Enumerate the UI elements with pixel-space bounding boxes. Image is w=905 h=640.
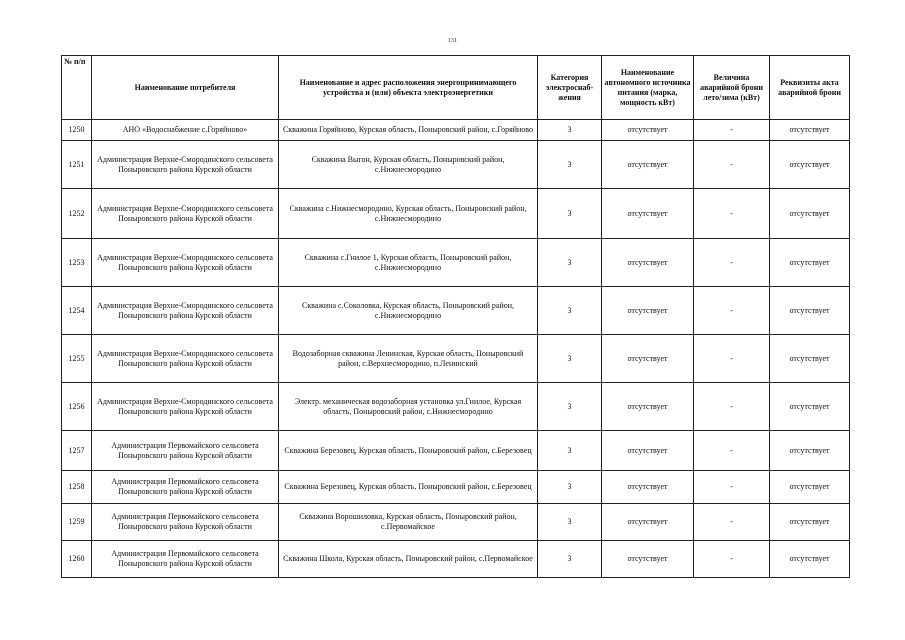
header-reserve: Величина аварийной брони лето/зима (кВт) (694, 56, 770, 120)
cell-category: 3 (538, 431, 602, 471)
cell-requisites: отсутствует (770, 120, 850, 141)
header-address: Наименование и адрес расположения энергопринимающего устройства и (или) объекта электроэнергетики (279, 56, 538, 120)
cell-consumer: Администрация Первомайского сельсовета Поныровского района Курской области (92, 541, 279, 578)
cell-source: отсутствует (602, 189, 694, 239)
cell-requisites: отсутствует (770, 541, 850, 578)
cell-requisites: отсутствует (770, 141, 850, 189)
cell-consumer: Администрация Первомайского сельсовета Поныровского района Курской области (92, 431, 279, 471)
cell-category: 3 (538, 189, 602, 239)
cell-address: Скважина Горяйново, Курская область, Поныровский район, с.Горяйново (279, 120, 538, 141)
cell-reserve: - (694, 431, 770, 471)
header-consumer: Наименование потребителя (92, 56, 279, 120)
table-row (62, 541, 850, 578)
table-row (62, 287, 850, 335)
cell-category: 3 (538, 504, 602, 541)
header-requisites: Реквизиты акта аварийной брони (770, 56, 850, 120)
cell-category: 3 (538, 541, 602, 578)
page-number: 131 (447, 38, 458, 44)
cell-reserve: - (694, 383, 770, 431)
cell-category: 3 (538, 120, 602, 141)
cell-category: 3 (538, 239, 602, 287)
cell-address: Скважина с.Гнилое 1, Курская область, Поныровский район, с.Нижнесмородино (279, 239, 538, 287)
table-row (62, 120, 850, 141)
cell-reserve: - (694, 189, 770, 239)
cell-consumer: АНО «Водоснабжение с.Горяйново» (92, 120, 279, 141)
table-row (62, 431, 850, 471)
cell-consumer: Администрация Верхне-Смородинского сельсовета Поныровского района Курской области (92, 383, 279, 431)
cell-consumer: Администрация Верхне-Смородинского сельсовета Поныровского района Курской области (92, 239, 279, 287)
cell-requisites: отсутствует (770, 189, 850, 239)
cell-requisites: отсутствует (770, 431, 850, 471)
cell-num: 1253 (62, 239, 92, 287)
cell-consumer: Администрация Верхне-Смородинского сельсовета Поныровского района Курской области (92, 335, 279, 383)
cell-address: Скважина Березовец, Курская область, Поныровский район, с.Березовец (279, 471, 538, 504)
cell-source: отсутствует (602, 287, 694, 335)
cell-requisites: отсутствует (770, 287, 850, 335)
cell-address: Скважина Ворошиловка, Курская область, Поныровский район, с.Первомайское (279, 504, 538, 541)
cell-address: Скважина Выгон, Курская область, Поныровский район, с.Нижнесмородино (279, 141, 538, 189)
cell-num: 1252 (62, 189, 92, 239)
cell-num: 1254 (62, 287, 92, 335)
table-row (62, 383, 850, 431)
cell-category: 3 (538, 335, 602, 383)
table-row (62, 239, 850, 287)
table-row (62, 335, 850, 383)
cell-source: отсутствует (602, 504, 694, 541)
cell-consumer: Администрация Первомайского сельсовета Поныровского района Курской области (92, 504, 279, 541)
cell-reserve: - (694, 239, 770, 287)
emergency-reserve-table (61, 55, 850, 578)
cell-consumer: Администрация Верхне-Смородинского сельсовета Поныровского района Курской области (92, 141, 279, 189)
cell-address: Скважина с.Соколовка, Курская область, Поныровский район, с.Нижнесмородино (279, 287, 538, 335)
cell-num: 1251 (62, 141, 92, 189)
cell-reserve: - (694, 120, 770, 141)
cell-source: отсутствует (602, 471, 694, 504)
cell-requisites: отсутствует (770, 504, 850, 541)
cell-requisites: отсутствует (770, 239, 850, 287)
cell-source: отсутствует (602, 120, 694, 141)
cell-requisites: отсутствует (770, 383, 850, 431)
header-num: № п/п (62, 56, 92, 120)
cell-source: отсутствует (602, 141, 694, 189)
cell-reserve: - (694, 141, 770, 189)
cell-category: 3 (538, 287, 602, 335)
cell-source: отсутствует (602, 383, 694, 431)
cell-address: Водозаборная скважина Ленинская, Курская область, Поныровский район, с.Верхнесмородино, п.Ленинский (279, 335, 538, 383)
cell-num: 1259 (62, 504, 92, 541)
cell-consumer: Администрация Первомайского сельсовета Поныровского района Курской области (92, 471, 279, 504)
cell-source: отсутствует (602, 239, 694, 287)
cell-reserve: - (694, 541, 770, 578)
cell-source: отсутствует (602, 541, 694, 578)
cell-source: отсутствует (602, 335, 694, 383)
cell-category: 3 (538, 141, 602, 189)
cell-address: Скважина с.Нижнесмородино, Курская область, Поныровский район, с.Нижнесмородино (279, 189, 538, 239)
cell-reserve: - (694, 287, 770, 335)
cell-requisites: отсутствует (770, 471, 850, 504)
cell-num: 1258 (62, 471, 92, 504)
table-row (62, 471, 850, 504)
table-row (62, 504, 850, 541)
table-row (62, 189, 850, 239)
cell-num: 1257 (62, 431, 92, 471)
cell-num: 1250 (62, 120, 92, 141)
cell-address: Электр. механическая водозаборная установка ул.Гнилое, Курская область, Поныровский район, с.Нижнесмородино (279, 383, 538, 431)
cell-num: 1256 (62, 383, 92, 431)
header-source: Наименование автономного источника питания (марка, мощность кВт) (602, 56, 694, 120)
header-category: Категория электроснаб-жения (538, 56, 602, 120)
cell-category: 3 (538, 471, 602, 504)
cell-num: 1260 (62, 541, 92, 578)
table-header-row (62, 56, 850, 120)
cell-consumer: Администрация Верхне-Смородинского сельсовета Поныровского района Курской области (92, 189, 279, 239)
table-row (62, 141, 850, 189)
cell-consumer: Администрация Верхне-Смородинского сельсовета Поныровского района Курской области (92, 287, 279, 335)
cell-source: отсутствует (602, 431, 694, 471)
cell-address: Скважина Березовец, Курская область, Поныровский район, с.Березовец (279, 431, 538, 471)
cell-address: Скважина Школа, Курская область, Поныровский район, с.Первомайское (279, 541, 538, 578)
cell-reserve: - (694, 504, 770, 541)
cell-reserve: - (694, 335, 770, 383)
cell-category: 3 (538, 383, 602, 431)
cell-requisites: отсутствует (770, 335, 850, 383)
cell-reserve: - (694, 471, 770, 504)
cell-num: 1255 (62, 335, 92, 383)
